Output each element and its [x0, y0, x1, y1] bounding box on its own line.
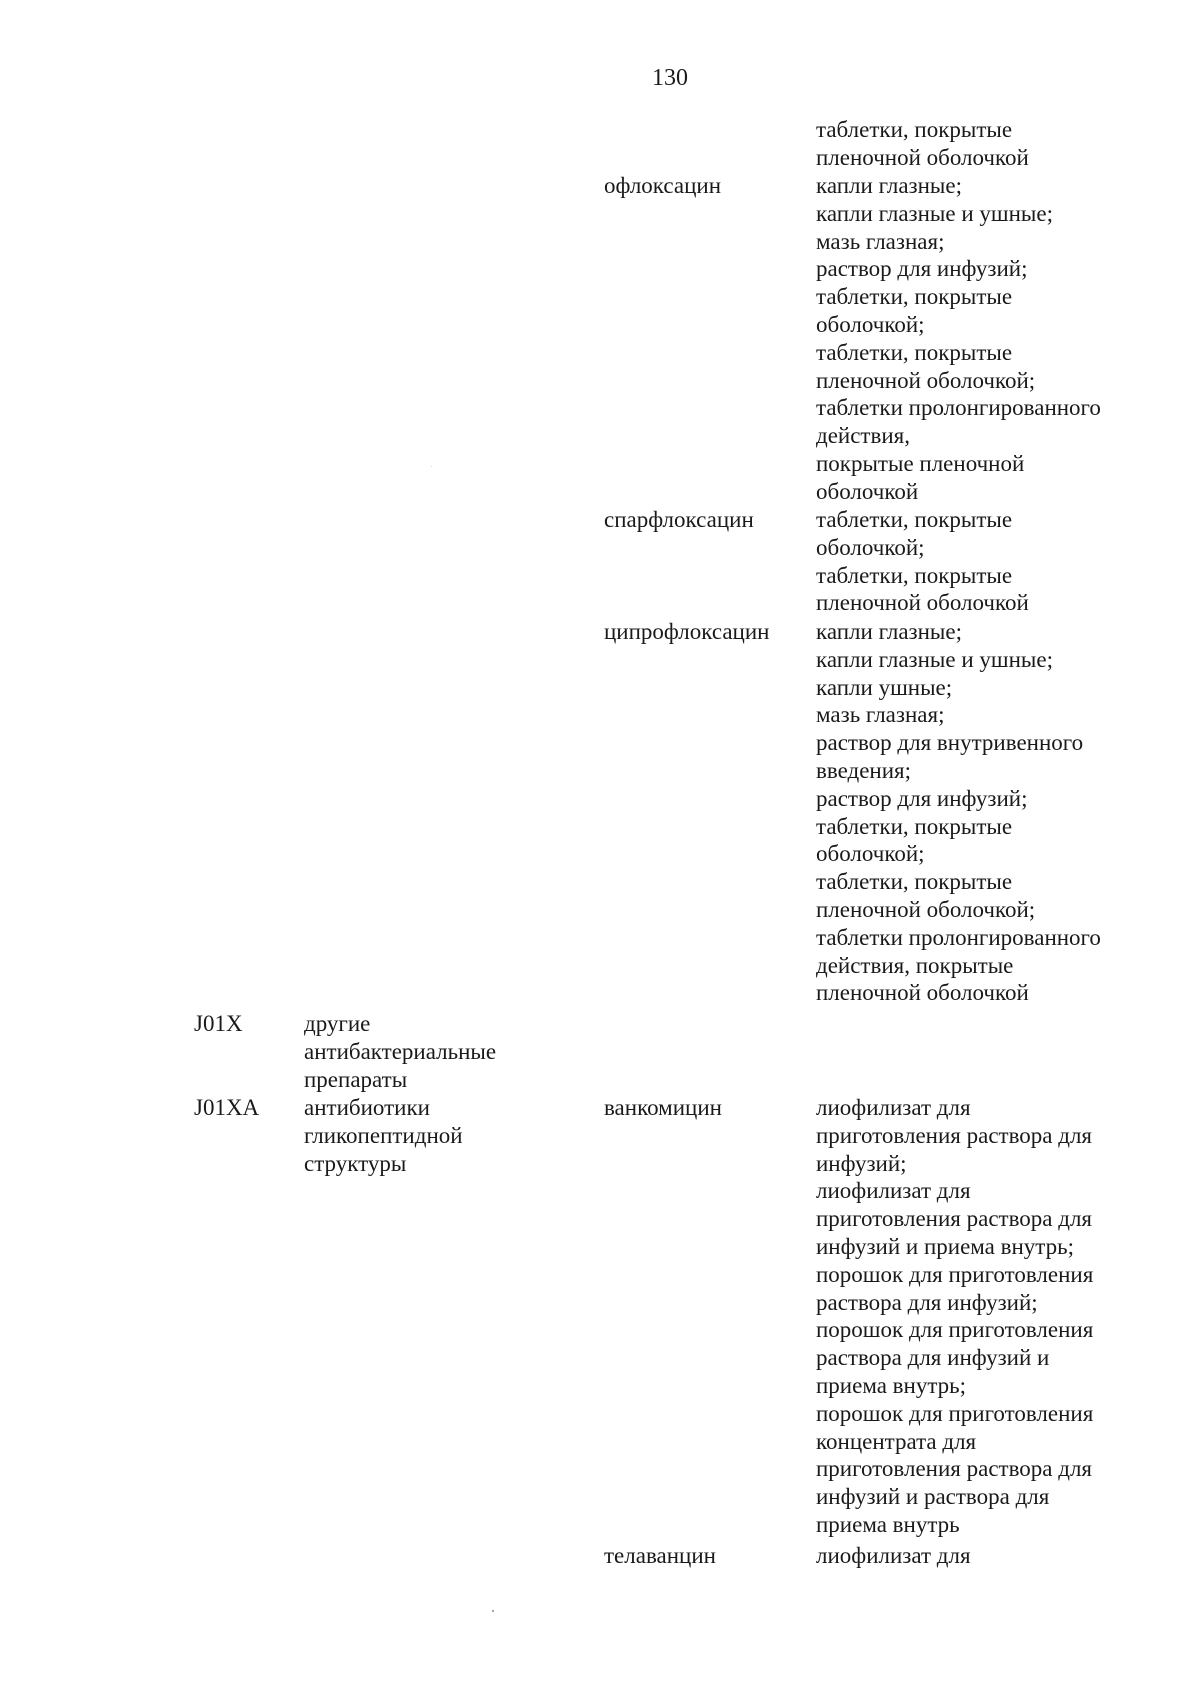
drug-name: ципрофлоксацин [604, 619, 770, 644]
scan-speck [431, 466, 432, 467]
drug-name: ванкомицин [604, 1095, 722, 1120]
dosage-forms: капли глазные; капли глазные и ушные; капли ушные; мазь глазная; раствор для внутривенного введения; раствор для инфузий; таблетки, покрытые оболочкой; таблетки, покрытые пленочной оболочкой; таблетки пролонгированного действия, покрытые пленочной оболочкой [816, 619, 1101, 1006]
dosage-forms: капли глазные; капли глазные и ушные; мазь глазная; раствор для инфузий; таблетки, покрытые оболочкой; таблетки, покрытые пленочной оболочкой; таблетки пролонгированного действия, покрытые пленочной оболочкой [816, 173, 1101, 504]
dosage-forms: таблетки, покрытые оболочкой; таблетки, покрытые пленочной оболочкой [816, 507, 1029, 616]
dosage-forms: лиофилизат для приготовления раствора для инфузий; лиофилизат для приготовления раствора для инфузий и приема внутрь; порошок для приготовления раствора для инфузий; порошок для приготовления раствора для инфузий и приема внутрь; порошок для приготовления концентрата для приготовления раствора для инфузий и раствора для приема внутрь [816, 1095, 1094, 1537]
atc-code: J01XA [194, 1095, 260, 1120]
atc-group: другие антибактериальные препараты [304, 1011, 497, 1092]
drug-name: спарфлоксацин [604, 507, 754, 532]
page-number: 130 [652, 65, 688, 91]
drug-name: телаванцин [604, 1543, 716, 1568]
scan-speck [492, 1610, 494, 1612]
drug-name: офлоксацин [604, 173, 722, 198]
dosage-forms: лиофилизат для [816, 1543, 971, 1568]
atc-group: антибиотики гликопептидной структуры [304, 1095, 463, 1176]
atc-code: J01X [194, 1011, 243, 1036]
dosage-forms: таблетки, покрытые пленочной оболочкой [816, 117, 1029, 170]
